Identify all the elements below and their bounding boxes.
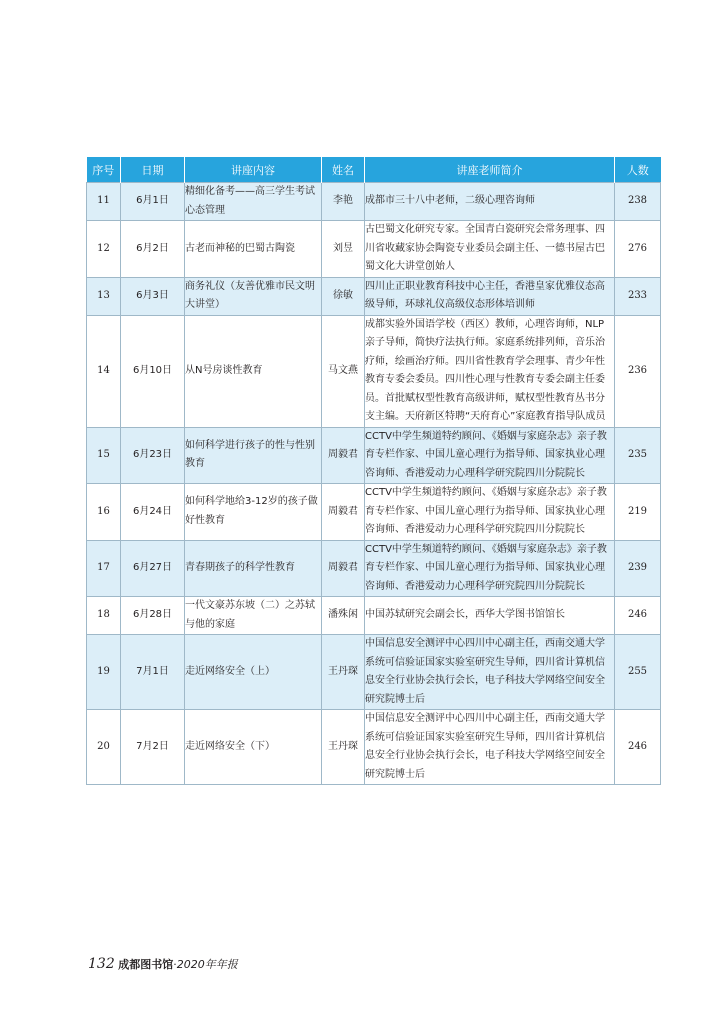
row-bio: 中国信息安全测评中心四川中心副主任，西南交通大学系统可信验证国家实验室研究生导师，四川省计算机信息安全行业协会执行会长，电子科技大学网络空间安全研究院博士后	[365, 635, 615, 710]
row-bio: 成都市三十八中老师，二级心理咨询师	[365, 183, 615, 221]
row-count: 246	[615, 597, 661, 635]
row-no: 13	[87, 277, 121, 315]
row-topic: 精细化备考——高三学生考试心态管理	[185, 183, 322, 221]
row-date: 6月3日	[121, 277, 185, 315]
col-header-topic: 讲座内容	[185, 157, 322, 183]
row-no: 11	[87, 183, 121, 221]
row-bio: 四川止正职业教育科技中心主任，香港皇家优雅仪态高级导师，环球礼仪高级仪态形体培训师	[365, 277, 615, 315]
publication-year: 2020年年报	[176, 958, 238, 971]
table-row	[87, 221, 661, 278]
row-bio: CCTV中学生频道特约顾问、《婚姻与家庭杂志》亲子教育专栏作家、中国儿童心理行为指导师、国家执业心理咨询师、香港爱动力心理科学研究院四川分院院长	[365, 484, 615, 541]
row-bio: 古巴蜀文化研究专家。全国青白瓷研究会常务理事、四川省收藏家协会陶瓷专业委员会副主任、一德书屋古巴蜀文化大讲堂创始人	[365, 221, 615, 278]
row-count: 238	[615, 183, 661, 221]
table-row	[87, 710, 661, 785]
row-count: 219	[615, 484, 661, 541]
publication-name: 成都图书馆	[118, 958, 174, 971]
row-date: 6月1日	[121, 183, 185, 221]
row-count: 236	[615, 315, 661, 427]
row-no: 14	[87, 315, 121, 427]
table-row	[87, 183, 661, 221]
row-speaker: 刘昱	[322, 221, 365, 278]
col-header-count: 人数	[615, 157, 661, 183]
table-row	[87, 597, 661, 635]
row-count: 233	[615, 277, 661, 315]
col-header-name: 姓名	[322, 157, 365, 183]
page-footer	[88, 956, 238, 972]
row-speaker: 徐敏	[322, 277, 365, 315]
row-bio: 中国苏轼研究会副会长，西华大学图书馆馆长	[365, 597, 615, 635]
table-row	[87, 484, 661, 541]
row-bio: CCTV中学生频道特约顾问、《婚姻与家庭杂志》亲子教育专栏作家、中国儿童心理行为指导师、国家执业心理咨询师、香港爱动力心理科学研究院四川分院院长	[365, 427, 615, 484]
row-speaker: 周毅君	[322, 540, 365, 597]
row-no: 15	[87, 427, 121, 484]
row-date: 6月23日	[121, 427, 185, 484]
row-topic: 青春期孩子的科学性教育	[185, 540, 322, 597]
row-speaker: 王丹琛	[322, 635, 365, 710]
row-no: 17	[87, 540, 121, 597]
col-header-no: 序号	[87, 157, 121, 183]
lecture-table	[86, 157, 661, 785]
row-date: 7月1日	[121, 635, 185, 710]
row-no: 16	[87, 484, 121, 541]
page-number: 132	[88, 956, 115, 972]
row-count: 276	[615, 221, 661, 278]
row-speaker: 马文燕	[322, 315, 365, 427]
row-count: 255	[615, 635, 661, 710]
row-date: 6月28日	[121, 597, 185, 635]
row-bio: 成都实验外国语学校（西区）教师，心理咨询师，NLP亲子导师，简快疗法执行师。家庭系统排列师，音乐治疗师，绘画治疗师。四川省性教育学会理事、青少年性教育专委会委员。四川性心理与性教育专委会副主任委员。首批赋权型性教育高级讲师，赋权型性教育丛书分支主编。天府新区特聘“天府育心”家庭教育指导队成员	[365, 315, 615, 427]
table-header-row	[87, 157, 661, 183]
row-no: 18	[87, 597, 121, 635]
col-header-bio: 讲座老师简介	[365, 157, 615, 183]
footer-separator: ·	[173, 958, 177, 971]
row-topic: 走近网络安全（下）	[185, 710, 322, 785]
row-topic: 如何科学进行孩子的性与性别教育	[185, 427, 322, 484]
row-bio: 中国信息安全测评中心四川中心副主任，西南交通大学系统可信验证国家实验室研究生导师，四川省计算机信息安全行业协会执行会长，电子科技大学网络空间安全研究院博士后	[365, 710, 615, 785]
row-no: 20	[87, 710, 121, 785]
row-count: 235	[615, 427, 661, 484]
table-row	[87, 427, 661, 484]
row-topic: 走近网络安全（上）	[185, 635, 322, 710]
row-topic: 从N号房谈性教育	[185, 315, 322, 427]
row-topic: 一代文豪苏东坡（二）之苏轼与他的家庭	[185, 597, 322, 635]
row-speaker: 潘殊闲	[322, 597, 365, 635]
row-date: 6月2日	[121, 221, 185, 278]
table-row	[87, 277, 661, 315]
table-row	[87, 540, 661, 597]
row-speaker: 周毅君	[322, 427, 365, 484]
row-no: 12	[87, 221, 121, 278]
row-speaker: 李艳	[322, 183, 365, 221]
table-row	[87, 635, 661, 710]
row-topic: 古老而神秘的巴蜀古陶瓷	[185, 221, 322, 278]
row-date: 6月27日	[121, 540, 185, 597]
row-count: 246	[615, 710, 661, 785]
col-header-date: 日期	[121, 157, 185, 183]
row-speaker: 王丹琛	[322, 710, 365, 785]
row-bio: CCTV中学生频道特约顾问、《婚姻与家庭杂志》亲子教育专栏作家、中国儿童心理行为指导师、国家执业心理咨询师、香港爱动力心理科学研究院四川分院院长	[365, 540, 615, 597]
row-count: 239	[615, 540, 661, 597]
row-topic: 如何科学地给3-12岁的孩子做好性教育	[185, 484, 322, 541]
row-date: 7月2日	[121, 710, 185, 785]
row-no: 19	[87, 635, 121, 710]
row-speaker: 周毅君	[322, 484, 365, 541]
row-date: 6月24日	[121, 484, 185, 541]
table-row	[87, 315, 661, 427]
row-date: 6月10日	[121, 315, 185, 427]
row-topic: 商务礼仪（友善优雅市民文明大讲堂）	[185, 277, 322, 315]
